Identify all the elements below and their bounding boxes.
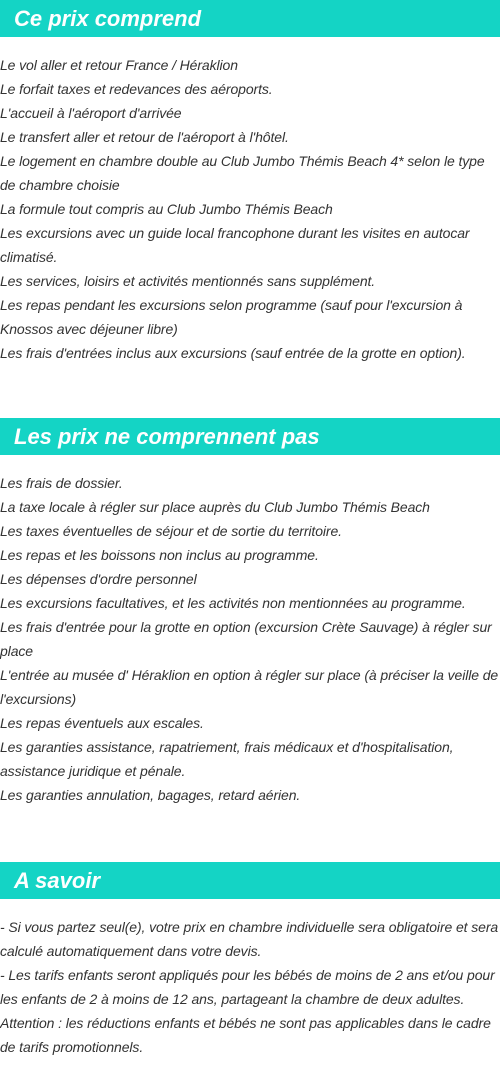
list-item: Les garanties assistance, rapatriement, frais médicaux et d'hospitalisation, assistance juridique et pénale. <box>0 739 454 779</box>
list-item: Les excursions facultatives, et les activités non mentionnées au programme. <box>0 595 466 611</box>
list-item: - Si vous partez seul(e), votre prix en chambre individuelle sera obligatoire et sera calculé automatiquement dans votre devis. <box>0 919 499 959</box>
list-item: L'accueil à l'aéroport d'arrivée <box>0 105 182 121</box>
section-good-to-know <box>0 862 500 1059</box>
section-price-excludes <box>0 418 500 807</box>
list-item: L'entrée au musée d' Héraklion en option à régler sur place (à préciser la veille de l'excursions) <box>0 667 499 707</box>
list-item: Les repas éventuels aux escales. <box>0 715 204 731</box>
section-title-price-includes: Ce prix comprend <box>0 0 500 37</box>
list-item: Les repas pendant les excursions selon programme (sauf pour l'excursion à Knossos avec déjeuner libre) <box>0 297 463 337</box>
list-item: Les garanties annulation, bagages, retard aérien. <box>0 787 301 803</box>
list-item: Les frais de dossier. <box>0 475 123 491</box>
list-item: Le transfert aller et retour de l'aéroport à l'hôtel. <box>0 129 289 145</box>
list-item: Les repas et les boissons non inclus au programme. <box>0 547 319 563</box>
list-item: Le forfait taxes et redevances des aéroports. <box>0 81 273 97</box>
list-item: Les services, loisirs et activités mentionnés sans supplément. <box>0 273 376 289</box>
list-item: La formule tout compris au Club Jumbo Thémis Beach <box>0 201 333 217</box>
list-item: - Les tarifs enfants seront appliqués pour les bébés de moins de 2 ans et/ou pour les enfants de 2 à moins de 12 ans, partageant la chambre de deux adultes. <box>0 967 495 1007</box>
list-item: Le logement en chambre double au Club Jumbo Thémis Beach 4* selon le type de chambre choisie <box>0 153 485 193</box>
section-price-includes <box>0 0 500 365</box>
price-excludes-list <box>0 455 500 807</box>
price-includes-list <box>0 37 500 365</box>
list-item: La taxe locale à régler sur place auprès du Club Jumbo Thémis Beach <box>0 499 430 515</box>
section-title-price-excludes: Les prix ne comprennent pas <box>0 418 500 455</box>
list-item: Attention : les réductions enfants et bébés ne sont pas applicables dans le cadre de tarifs promotionnels. <box>0 1015 491 1055</box>
section-title-good-to-know: A savoir <box>0 862 500 899</box>
list-item: Les taxes éventuelles de séjour et de sortie du territoire. <box>0 523 342 539</box>
list-item: Le vol aller et retour France / Héraklion <box>0 57 238 73</box>
list-item: Les excursions avec un guide local francophone durant les visites en autocar climatisé. <box>0 225 470 265</box>
list-item: Les frais d'entrée pour la grotte en option (excursion Crète Sauvage) à régler sur place <box>0 619 492 659</box>
list-item: Les frais d'entrées inclus aux excursions (sauf entrée de la grotte en option). <box>0 345 466 361</box>
list-item: Les dépenses d'ordre personnel <box>0 571 197 587</box>
good-to-know-list <box>0 899 500 1059</box>
